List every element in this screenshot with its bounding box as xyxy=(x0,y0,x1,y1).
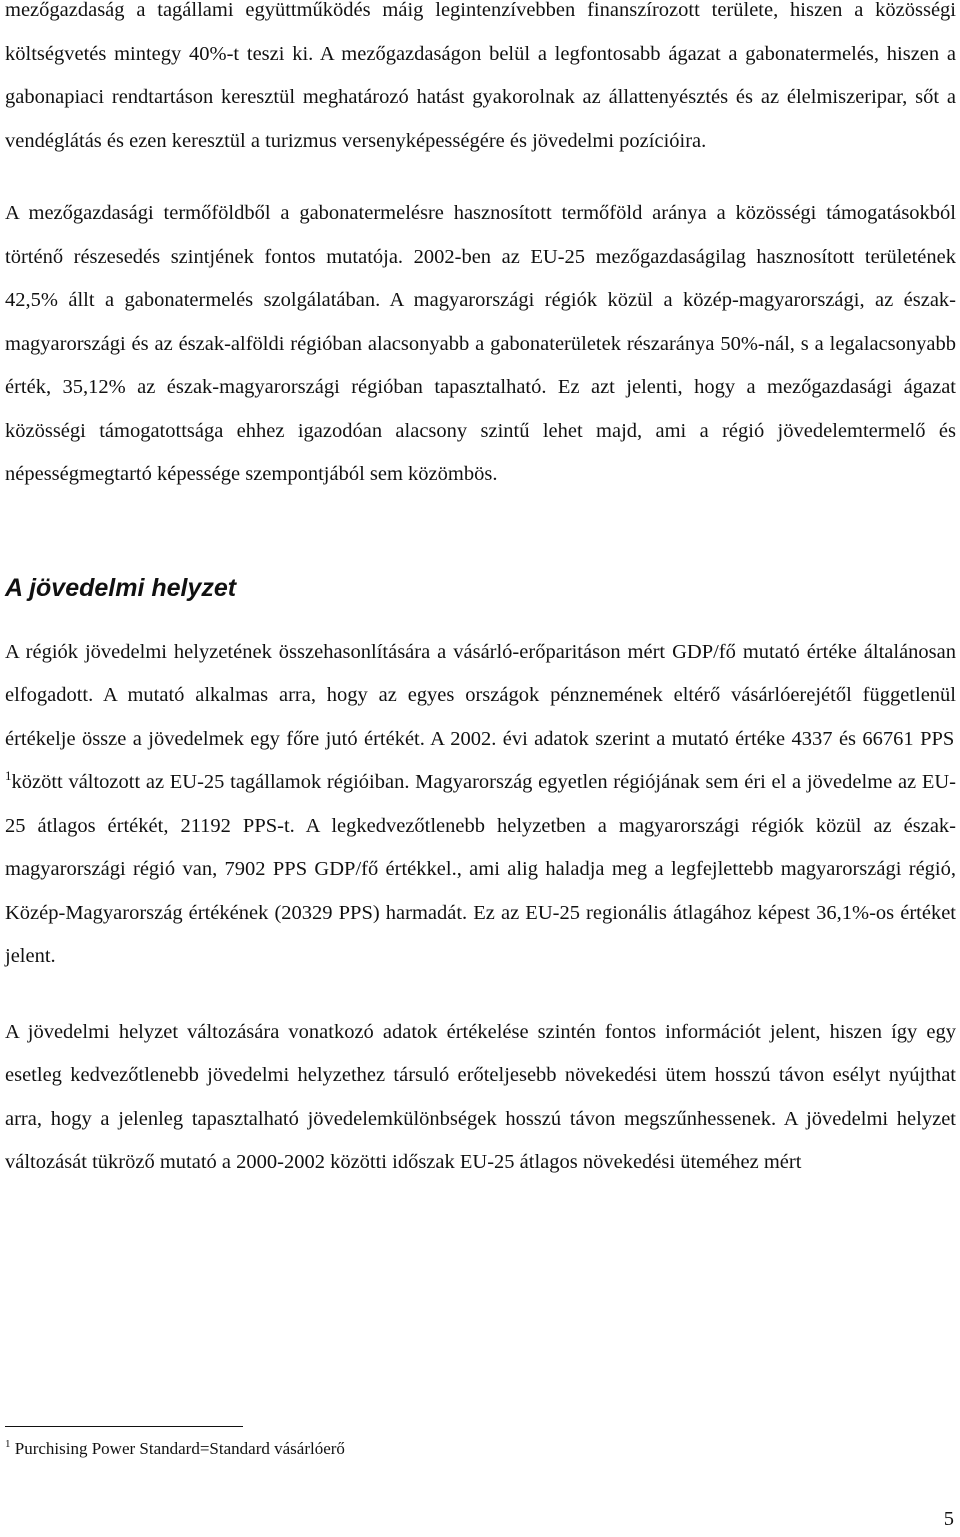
paragraph-text: A régiók jövedelmi helyzetének összehasonlítására a vásárló-erőparitáson mért GDP/fő mutató értéke általánosan elfogadott. A mutató alkalmas arra, hogy az egyes országok pénznemének eltérő vásárlóerejétől függetlenül értékelje össze a jövedelmek egy főre jutó értékét. A 2002. évi adatok szerint a mutató értéke 4337 és 66761 PPS xyxy=(5,640,956,750)
footnote-separator xyxy=(5,1426,243,1427)
paragraph: A mezőgazdasági termőföldből a gabonatermelésre hasznosított termőföld aránya a közösségi támogatásokból történő részesedés szintjének fontos mutatója. 2002-ben az EU-25 mezőgazdaságilag hasznosított területének 42,5% állt a gabonatermelés szolgálatában. A magyarországi régiók közül a közép-magyarországi, az észak-magyarországi és az észak-alföldi régióban alacsonyabb a gabonaterületek részaránya 50%-nál, s a legalacsonyabb érték, 35,12% az észak-magyarországi régióban tapasztalható. Ez azt jelenti, hogy a mezőgazdasági ágazat közösségi támogatottsága ehhez igazodóan alacsony szintű lehet majd, ami a régió jövedelemtermelő és népességmegtartó képessége szempontjából sem közömbös. xyxy=(5,202,956,485)
footnote-text: Purchising Power Standard=Standard vásárlóerő xyxy=(14,1439,345,1458)
page-number: 5 xyxy=(943,1508,954,1530)
document-page xyxy=(5,0,956,1185)
footnote-number: 1 xyxy=(5,1438,11,1450)
paragraph: mezőgazdaság a tagállami együttműködés máig legintenzívebben finanszírozott területe, hiszen a közösségi költségvetés mintegy 40%-t teszi ki. A mezőgazdaságon belül a legfontosabb ágazat a gabonatermelés, hiszen a gabonapiaci rendtartáson keresztül meghatározó hatást gyakorolnak az állattenyésztés és az élelmiszeripar, sőt a vendéglátás és ezen keresztül a turizmus versenyképességére és jövedelmi pozícióira. xyxy=(5,0,956,152)
section-heading: A jövedelmi helyzet xyxy=(5,573,237,602)
paragraph xyxy=(5,631,956,979)
footnote xyxy=(5,1438,345,1460)
paragraph-text: között változott az EU-25 tagállamok régióiban. Magyarország egyetlen régiójának sem éri el a jövedelme az EU-25 átlagos értékét, 21192 PPS-t. A legkedvezőtlenebb helyzetben a magyarországi régiók közül az észak-magyarországi régió van, 7902 PPS GDP/fő értékkel., ami alig haladja meg a legfejlettebb magyarországi régió, Közép-Magyarország értékének (20329 PPS) harmadát. Ez az EU-25 regionális átlagához képest 36,1%-os értéket jelent. xyxy=(5,771,956,967)
footnote-reference: 1 xyxy=(5,768,12,783)
paragraph: A jövedelmi helyzet változására vonatkozó adatok értékelése szintén fontos információt jelent, hiszen így egy esetleg kedvezőtlenebb jövedelmi helyzethez társuló erőteljesebb növekedési ütem hosszú távon esélyt nyújthat arra, hogy a jelenleg tapasztalható jövedelemkülönbségek hosszú távon megszűnhessenek. A jövedelmi helyzet változását tükröző mutató a 2000-2002 közötti időszak EU-25 átlagos növekedési üteméhez mért xyxy=(5,1020,956,1173)
